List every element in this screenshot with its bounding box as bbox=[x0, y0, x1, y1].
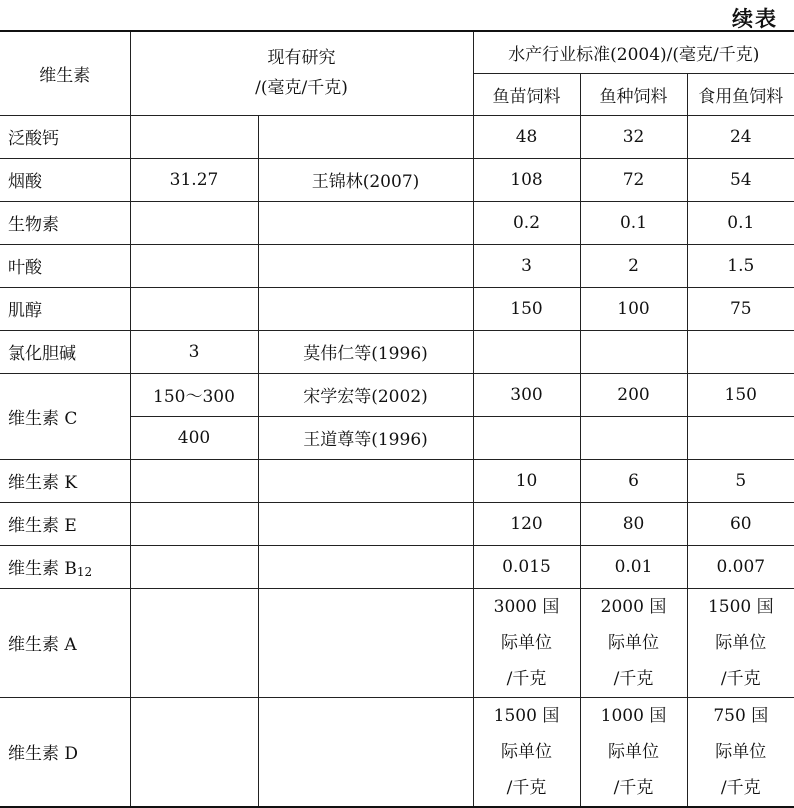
research-value bbox=[130, 459, 258, 502]
fingerling-value: 6 bbox=[580, 459, 687, 502]
table-row bbox=[0, 545, 794, 588]
research-value: 400 bbox=[130, 416, 258, 459]
value-line: 2000 国 bbox=[600, 596, 667, 617]
fry-value: 120 bbox=[473, 502, 580, 545]
value-line: 1000 国 bbox=[600, 705, 667, 726]
fry-value: 108 bbox=[473, 158, 580, 201]
value-line: /千克 bbox=[613, 777, 654, 798]
vitamin-name: 维生素 C bbox=[0, 373, 130, 459]
table-row bbox=[0, 158, 794, 201]
vitamin-name: 生物素 bbox=[0, 201, 130, 244]
header-fingerling-feed: 鱼种饲料 bbox=[580, 73, 687, 115]
value-line: 1500 国 bbox=[707, 596, 774, 617]
research-source bbox=[258, 459, 473, 502]
fingerling-value: 32 bbox=[580, 115, 687, 158]
food-fish-value: 24 bbox=[687, 115, 794, 158]
value-line: /千克 bbox=[506, 777, 547, 798]
fingerling-value: 0.1 bbox=[580, 201, 687, 244]
fingerling-value bbox=[580, 416, 687, 459]
research-source bbox=[258, 115, 473, 158]
fry-value: 0.015 bbox=[473, 545, 580, 588]
fry-value bbox=[473, 416, 580, 459]
food-fish-value: 54 bbox=[687, 158, 794, 201]
vitamin-name: 维生素 A bbox=[0, 588, 130, 697]
food-fish-value: 0.1 bbox=[687, 201, 794, 244]
value-line: /千克 bbox=[613, 668, 654, 689]
header-current-research bbox=[130, 31, 473, 115]
research-source bbox=[258, 287, 473, 330]
header-fry-feed: 鱼苗饲料 bbox=[473, 73, 580, 115]
research-source bbox=[258, 201, 473, 244]
vitamin-name: 维生素 E bbox=[0, 502, 130, 545]
header-row-1 bbox=[0, 31, 794, 73]
food-fish-value: 60 bbox=[687, 502, 794, 545]
food-fish-value bbox=[687, 697, 794, 807]
vitamin-name: 叶酸 bbox=[0, 244, 130, 287]
research-value bbox=[130, 115, 258, 158]
research-value: 150～300 bbox=[130, 373, 258, 416]
value-line: /千克 bbox=[506, 668, 547, 689]
fingerling-value: 80 bbox=[580, 502, 687, 545]
research-source bbox=[258, 697, 473, 807]
vitamin-name: 肌醇 bbox=[0, 287, 130, 330]
research-value bbox=[130, 244, 258, 287]
food-fish-value bbox=[687, 330, 794, 373]
research-source bbox=[258, 545, 473, 588]
value-line: /千克 bbox=[720, 668, 761, 689]
vitamin-name: 氯化胆碱 bbox=[0, 330, 130, 373]
continued-table-label: 续表 bbox=[732, 7, 778, 31]
vitamin-name: 烟酸 bbox=[0, 158, 130, 201]
vitamin-requirements-table bbox=[0, 30, 794, 808]
food-fish-value bbox=[687, 588, 794, 697]
value-line: 际单位 bbox=[608, 632, 660, 653]
research-value bbox=[130, 697, 258, 807]
research-source: 宋学宏等(2002) bbox=[258, 373, 473, 416]
food-fish-value: 0.007 bbox=[687, 545, 794, 588]
research-source bbox=[258, 588, 473, 697]
header-research-line2: /(毫克/千克) bbox=[255, 78, 348, 99]
value-line: /千克 bbox=[720, 777, 761, 798]
research-source: 莫伟仁等(1996) bbox=[258, 330, 473, 373]
table-row bbox=[0, 115, 794, 158]
food-fish-value: 5 bbox=[687, 459, 794, 502]
fingerling-value: 2 bbox=[580, 244, 687, 287]
value-line: 3000 国 bbox=[493, 596, 560, 617]
food-fish-value: 75 bbox=[687, 287, 794, 330]
fingerling-value bbox=[580, 588, 687, 697]
vitamin-name: 维生素 K bbox=[0, 459, 130, 502]
table-row bbox=[0, 244, 794, 287]
value-line: 际单位 bbox=[715, 632, 767, 653]
value-line: 际单位 bbox=[501, 632, 553, 653]
table-row bbox=[0, 373, 794, 416]
vitamin-name: 泛酸钙 bbox=[0, 115, 130, 158]
fry-value bbox=[473, 330, 580, 373]
table-row bbox=[0, 502, 794, 545]
fry-value bbox=[473, 588, 580, 697]
fry-value bbox=[473, 697, 580, 807]
vitamin-name-subscript: 12 bbox=[76, 565, 93, 579]
header-industry-standard: 水产行业标准(2004)/(毫克/千克) bbox=[473, 31, 794, 73]
research-value bbox=[130, 545, 258, 588]
vitamin-name: 维生素 D bbox=[0, 697, 130, 807]
table-row bbox=[0, 201, 794, 244]
value-line: 际单位 bbox=[715, 741, 767, 762]
header-research-line1: 现有研究 bbox=[267, 48, 336, 69]
value-line: 750 国 bbox=[713, 705, 769, 726]
header-food-fish-feed: 食用鱼饲料 bbox=[687, 73, 794, 115]
research-source: 王锦林(2007) bbox=[258, 158, 473, 201]
fingerling-value: 200 bbox=[580, 373, 687, 416]
header-vitamin: 维生素 bbox=[0, 31, 130, 115]
fry-value: 150 bbox=[473, 287, 580, 330]
fry-value: 48 bbox=[473, 115, 580, 158]
food-fish-value bbox=[687, 416, 794, 459]
research-value bbox=[130, 201, 258, 244]
table-row bbox=[0, 330, 794, 373]
fingerling-value bbox=[580, 697, 687, 807]
table-row bbox=[0, 697, 794, 807]
value-line: 际单位 bbox=[608, 741, 660, 762]
research-value bbox=[130, 287, 258, 330]
fingerling-value: 100 bbox=[580, 287, 687, 330]
vitamin-name-main: 维生素 B bbox=[8, 559, 77, 579]
fry-value: 300 bbox=[473, 373, 580, 416]
fingerling-value: 72 bbox=[580, 158, 687, 201]
research-value: 31.27 bbox=[130, 158, 258, 201]
vitamin-name bbox=[0, 545, 130, 588]
research-value bbox=[130, 502, 258, 545]
fry-value: 3 bbox=[473, 244, 580, 287]
research-value: 3 bbox=[130, 330, 258, 373]
food-fish-value: 1.5 bbox=[687, 244, 794, 287]
table-row bbox=[0, 287, 794, 330]
fingerling-value: 0.01 bbox=[580, 545, 687, 588]
research-source bbox=[258, 502, 473, 545]
research-value bbox=[130, 588, 258, 697]
fingerling-value bbox=[580, 330, 687, 373]
research-source bbox=[258, 244, 473, 287]
food-fish-value: 150 bbox=[687, 373, 794, 416]
table-row bbox=[0, 588, 794, 697]
value-line: 1500 国 bbox=[493, 705, 560, 726]
fry-value: 10 bbox=[473, 459, 580, 502]
value-line: 际单位 bbox=[501, 741, 553, 762]
research-source: 王道尊等(1996) bbox=[258, 416, 473, 459]
table-row bbox=[0, 459, 794, 502]
fry-value: 0.2 bbox=[473, 201, 580, 244]
